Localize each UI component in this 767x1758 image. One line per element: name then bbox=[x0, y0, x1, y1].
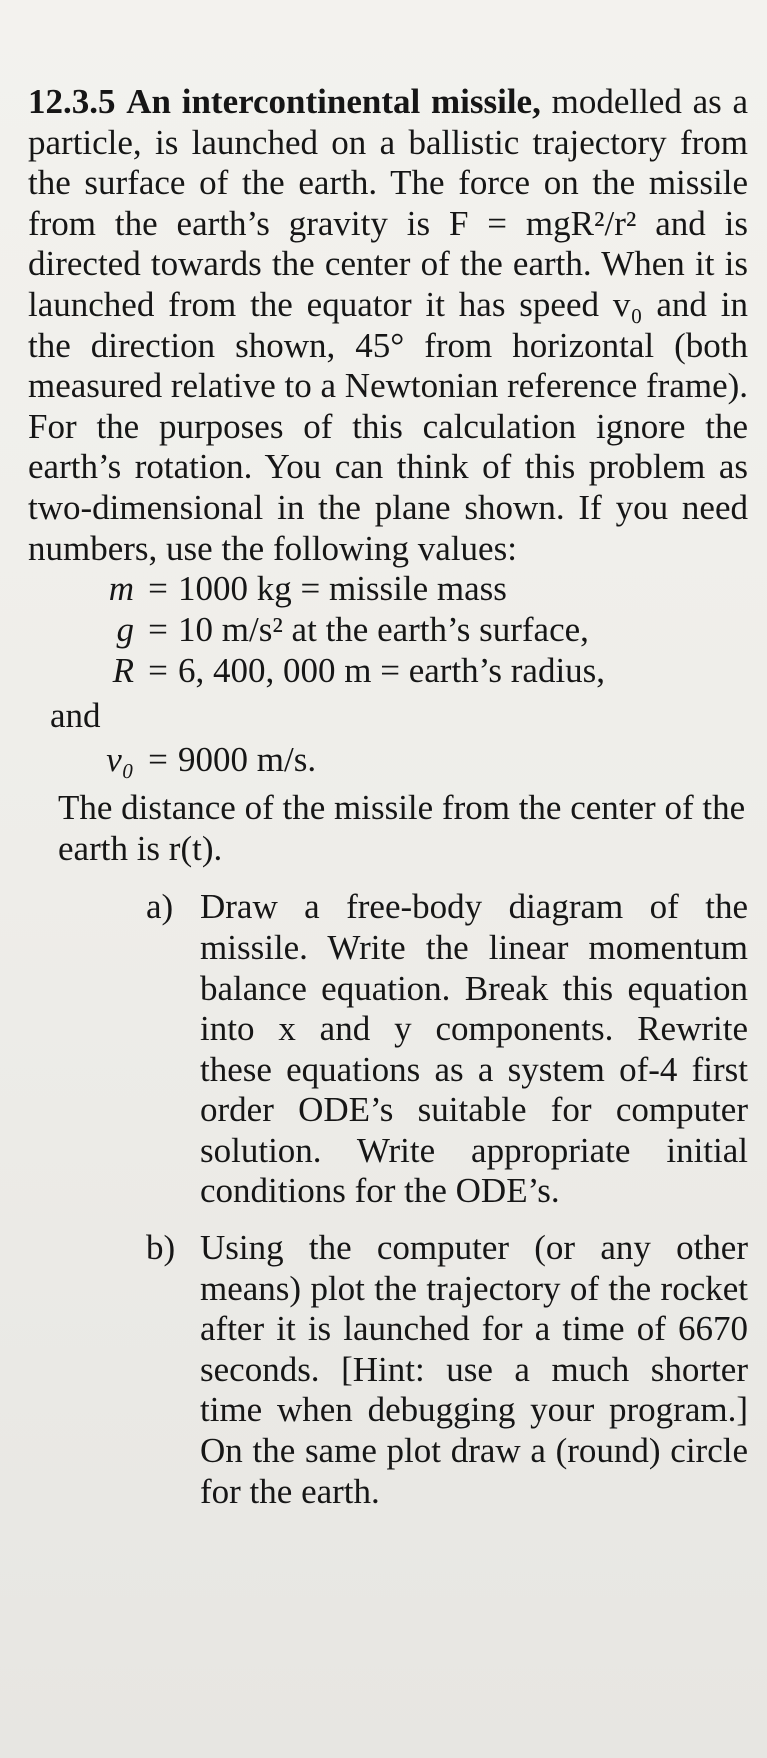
value-definition: 1000 kg = missile mass bbox=[178, 569, 507, 609]
part-text: Draw a free-body diagram of the missile. Write the linear momentum balance equation. Break this equation into x and y components. Rewrite these equations as a system of-4 first order ODE’s suitable for computer solution. Write appropriate initial conditions for the ODE’s. bbox=[200, 887, 748, 1211]
part-text: Using the computer (or any other means) plot the trajectory of the rocket after it is launched for a time of 6670 seconds. [Hint: use a much shorter time when debugging your program.] On the same plot draw a (round) circle for the earth. bbox=[200, 1228, 748, 1511]
given-values bbox=[28, 569, 748, 692]
value-symbol: m bbox=[108, 569, 134, 609]
value-symbol: R bbox=[112, 651, 134, 691]
value-symbol: v₀ bbox=[106, 740, 134, 780]
problem-statement: modelled as a particle, is launched on a ballistic trajectory from the surface of the earth. The force on the missile from the earth’s gravity is F = mgR²/r² and is directed towards the center of the earth. When it is launched from the equator it has speed v₀ and in the direction shown, 45° from horizontal (both measured relative to a Newtonian reference frame). For the purposes of this calculation ignore the earth’s rotation. You can think of this problem as two-dimensional in the plane shown. If you need numbers, use the following values: bbox=[28, 82, 749, 568]
value-equals: = bbox=[148, 651, 168, 691]
value-definition: 6, 400, 000 m = earth’s radius, bbox=[178, 651, 606, 691]
value-row-mass bbox=[28, 569, 748, 610]
value-row-gravity bbox=[28, 610, 748, 651]
problem-parts bbox=[28, 887, 748, 1512]
value-definition: 10 m/s² at the earth’s surface, bbox=[178, 610, 589, 650]
value-equals: = bbox=[148, 610, 168, 650]
problem-block bbox=[28, 82, 748, 1528]
part-label: b) bbox=[146, 1228, 176, 1268]
part-a bbox=[146, 887, 748, 1212]
distance-sentence: The distance of the missile from the center of the earth is r(t). bbox=[58, 788, 746, 868]
part-label: a) bbox=[146, 887, 174, 927]
value-row-speed bbox=[28, 740, 748, 788]
problem-number: 12.3.5 bbox=[28, 82, 116, 121]
and-word: and bbox=[50, 696, 101, 736]
part-b bbox=[146, 1228, 748, 1512]
value-equals: = bbox=[148, 569, 168, 609]
value-row-radius bbox=[28, 651, 748, 692]
problem-lead: An intercontinental missile, bbox=[126, 82, 541, 121]
value-equals: = bbox=[148, 740, 168, 780]
problem-intro bbox=[28, 82, 748, 569]
value-symbol: g bbox=[116, 610, 134, 650]
value-definition: 9000 m/s. bbox=[178, 740, 317, 780]
